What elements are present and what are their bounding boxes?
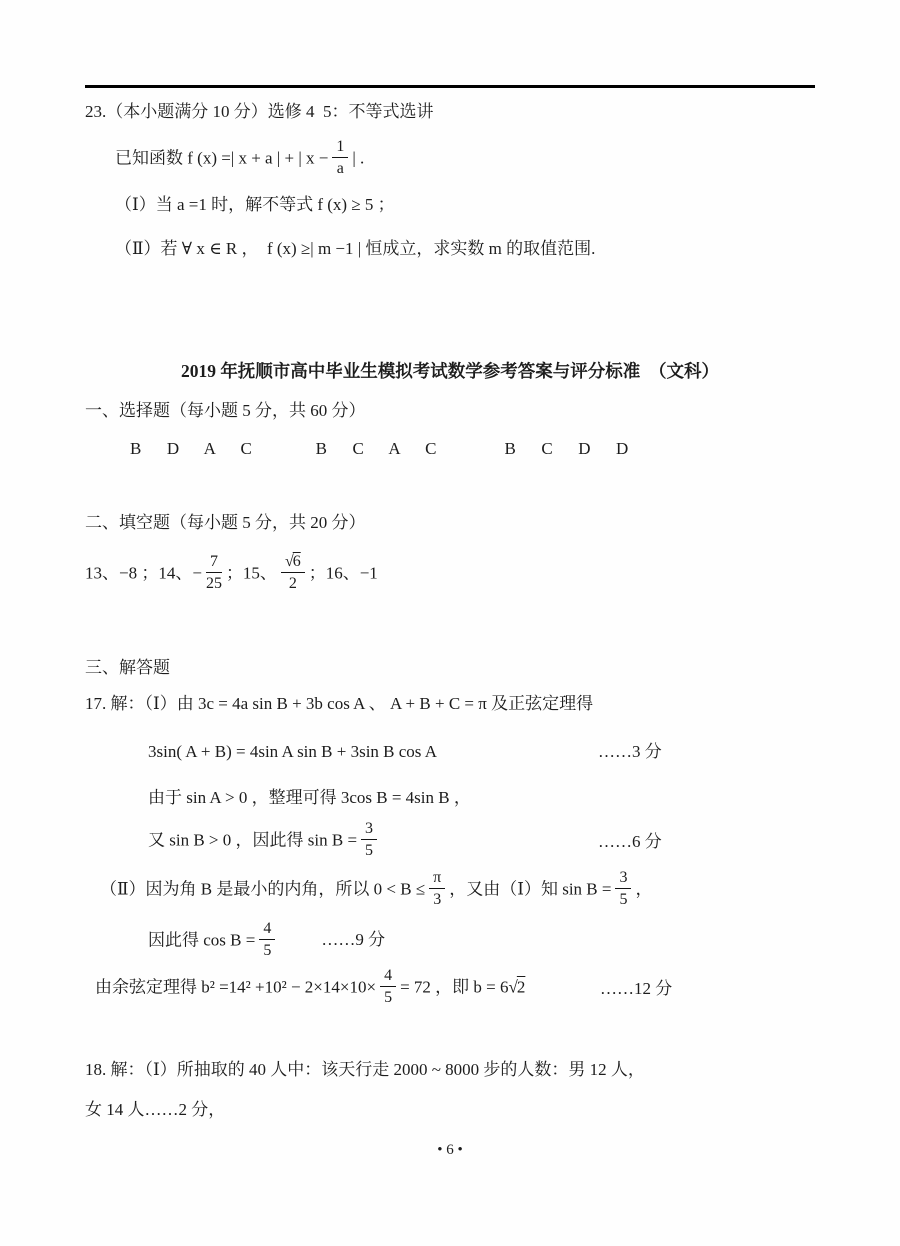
- fraction-numerator: 1: [332, 137, 348, 158]
- q17-line1: 17. 解：（Ⅰ）由 3c = 4a sin B + 3b cos A 、 A + B + C = π 及正弦定理得: [85, 694, 594, 713]
- fraction-denominator: 5: [263, 942, 272, 959]
- q17-line7-expression: 由余弦定理得 b² =14² +10² − 2×14×10×: [95, 977, 377, 997]
- q17-line5-expression: （Ⅱ）因为角 B 是最小的内角，所以 0 < B ≤: [100, 879, 426, 899]
- fill-in-blank-answers: [85, 554, 815, 595]
- question-23-part2: （Ⅱ）若 ∀ x ∈ R ， f (x) ≥| m −1 | 恒成立，求实数 m 的取值范围.: [115, 239, 596, 258]
- fill-in-blank-heading: 二、填空题（每小题 5 分，共 20 分）: [85, 513, 366, 532]
- fraction-3-over-5: [361, 819, 377, 860]
- known-function-expression: f (x) =| x + a | + | x −: [187, 148, 329, 168]
- fraction-numerator: 4: [259, 919, 275, 940]
- q17-line2: [85, 741, 815, 763]
- q17-line2-score: ……3 分: [598, 742, 662, 761]
- q17-line5-end: ，: [635, 879, 653, 899]
- fraction-denominator: 5: [365, 842, 374, 859]
- q17-line7: [85, 968, 815, 1009]
- fill-in-blank-section: [85, 512, 815, 595]
- fraction-numerator: [281, 552, 305, 573]
- question-23-heading: 23.（本小题满分 10 分）选修 4 5：不等式选讲: [85, 102, 434, 121]
- multiple-choice-answers: B D A C B C A C B C D D: [130, 439, 629, 458]
- fraction-4-over-5: [259, 919, 275, 960]
- known-function-intro: 已知函数: [115, 148, 188, 168]
- q17-line6-expression: 因此得 cos B =: [148, 930, 256, 950]
- fraction-denominator: 25: [205, 575, 222, 592]
- fraction-4-over-5: [380, 966, 396, 1007]
- fraction-numerator: 3: [615, 868, 631, 889]
- answer-16: ；16、−1: [308, 563, 378, 583]
- section-divider-rule: [85, 85, 815, 88]
- q17-line4-expression: 又 sin B > 0 ，因此得 sin B =: [148, 830, 358, 850]
- answer-15-label: ；15、: [225, 563, 277, 583]
- fraction-denominator: 5: [619, 891, 628, 908]
- fraction-7-over-25: [206, 552, 222, 593]
- solutions-section: [85, 657, 815, 1121]
- q17-line6: [85, 921, 815, 962]
- q18-line2: 女 14 人……2 分，: [85, 1100, 226, 1119]
- q18-line1: 18. 解：（Ⅰ）所抽取的 40 人中：该天行走 2000 ~ 8000 步的人数：男 12 人，: [85, 1060, 645, 1079]
- answer-13-14: 13、−8 ；14、−: [85, 563, 202, 583]
- known-function-close: | .: [352, 148, 365, 168]
- question-23-function-line: [85, 139, 815, 180]
- q17-line6-score: ……9 分: [321, 930, 386, 950]
- q17-line4: [85, 821, 815, 862]
- fraction-denominator: 3: [433, 891, 442, 908]
- sqrt-radicand: 6: [292, 553, 301, 570]
- q17-line2-expression: 3sin( A + B) = 4sin A sin B + 3sin B cos A: [148, 742, 438, 761]
- fraction-denominator: 2: [288, 575, 297, 592]
- solutions-heading: 三、解答题: [85, 658, 170, 677]
- sqrt-radicand: 2: [516, 977, 526, 997]
- q17-line7-middle: = 72 ，即 b = 6: [400, 977, 509, 997]
- fraction-numerator: 7: [206, 552, 222, 573]
- fraction-3-over-5: [615, 868, 631, 909]
- q17-line5: [85, 870, 815, 911]
- page-number: • 6 •: [437, 1142, 463, 1158]
- sqrt-icon: √: [284, 553, 293, 570]
- fraction-pi-over-3: [429, 868, 445, 909]
- multiple-choice-section: [85, 400, 815, 460]
- q17-line4-score: ……6 分: [598, 831, 662, 851]
- sqrt-icon: √: [508, 977, 517, 997]
- q17-line7-score: ……12 分: [600, 978, 673, 998]
- multiple-choice-heading: 一、选择题（每小题 5 分，共 60 分）: [85, 401, 366, 420]
- fraction-denominator: 5: [384, 989, 393, 1006]
- answer-key-title: 2019 年抚顺市高中毕业生模拟考试数学参考答案与评分标准 （文科）: [180, 361, 720, 381]
- fraction-numerator: π: [429, 868, 445, 889]
- fraction-sqrt6-over-2: [281, 552, 305, 593]
- fraction-1-over-a: [332, 137, 348, 178]
- fraction-numerator: 4: [380, 966, 396, 987]
- question-23-part1: （Ⅰ）当 a =1 时，解不等式 f (x) ≥ 5 ；: [115, 195, 395, 214]
- question-23-section: [85, 101, 815, 260]
- fraction-denominator: a: [336, 160, 344, 177]
- fraction-numerator: 3: [361, 819, 377, 840]
- q17-line3: 由于 sin A > 0 ，整理可得 3cos B = 4sin B ，: [148, 788, 471, 807]
- q17-line5-middle: ，又由（Ⅰ）知 sin B =: [449, 879, 612, 899]
